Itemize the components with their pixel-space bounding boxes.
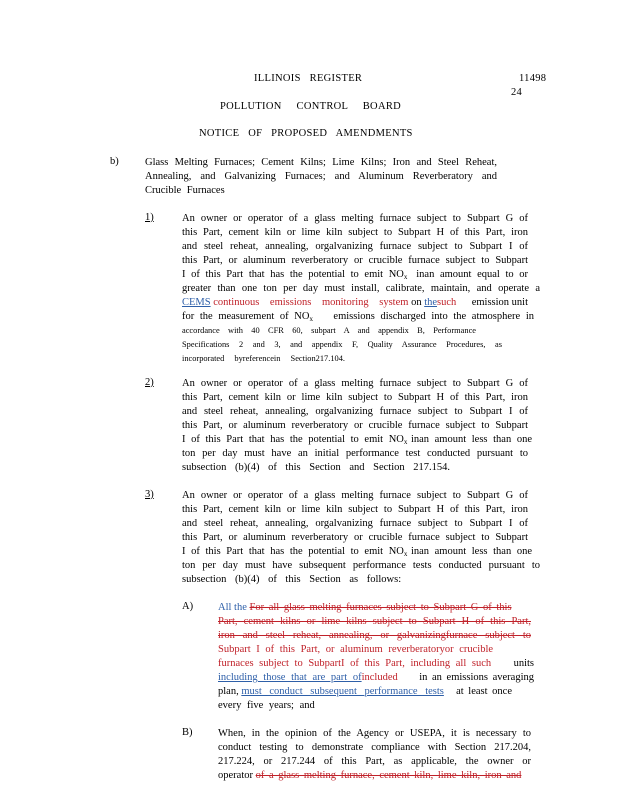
page-number-sub: 24 [511, 87, 523, 98]
sub-b-line: 217.224, or 217.244 of this Part, as applicable, the owner or [218, 756, 531, 767]
inserted-text: including those that are part of [218, 672, 362, 683]
sub-a-label: A) [182, 601, 194, 612]
deleted-text: Part, cement kilns or lime kilns subject to Subpart H of this Part, [218, 616, 531, 627]
operator-text: operator [218, 770, 253, 781]
deleted-text: furnaces subject to SubpartI of this Part, including all such [218, 658, 492, 669]
item-2-label: 2) [145, 377, 154, 388]
inserted-text: must conduct subsequent performance tests [241, 686, 444, 697]
item-3-line: and steel reheat, annealing, orgalvanizing furnace subject to Subpart I of [182, 518, 528, 529]
item-3-line: An owner or operator of a glass melting furnace subject to Subpart G of [182, 490, 528, 501]
item-1-line: An owner or operator of a glass melting furnace subject to Subpart G of [182, 213, 528, 224]
once-text: at least once [456, 686, 512, 697]
sub-a-line-8: every five years; and [218, 700, 315, 711]
item-1-line-7 [182, 296, 528, 309]
item-1-line: greater than one ton per day must install, calibrate, maintain, and operate a [182, 283, 540, 294]
section-b-line: Glass Melting Furnaces; Cement Kilns; Lime Kilns; Iron and Steel Reheat, [145, 157, 497, 168]
sub-b-line: conduct testing to demonstrate compliance with Section 217.204, [218, 742, 531, 753]
averaging-text: in an emissions averaging [419, 672, 534, 683]
item-3-nox-text: I of this Part that has the potential to emit NO [182, 546, 404, 557]
item-1-small-line: incorporated byreferencein Section217.104. [182, 354, 345, 363]
deleted-text: For all glass melting furnaces subject to Subpart G of this [249, 602, 512, 613]
item-3-line: subsection (b)(4) of this Section as follows: [182, 574, 402, 585]
item-1-line: this Part, or aluminum reverberatory or crucible furnace subject to Subpart [182, 255, 528, 266]
plan-text: plan, [218, 686, 239, 697]
item-1-small-line: Specifications 2 and 3, and appendix F, Quality Assurance Procedures, as [182, 340, 502, 349]
discharged-text: emissions discharged into the atmosphere in [333, 311, 534, 322]
item-3-line: this Part, cement kiln or lime kiln subject to Subpart H of this Part, iron [182, 504, 528, 515]
units-text: units [513, 658, 534, 669]
item-1-line: and steel reheat, annealing, orgalvanizing furnace subject to Subpart I of [182, 241, 528, 252]
item-1-amount-text: inan amount equal to or [416, 269, 528, 280]
item-2-nox-text: I of this Part that has the potential to emit NO [182, 434, 404, 445]
nox-subscript: x [403, 438, 408, 446]
deleted-such: such [437, 297, 457, 308]
cems-expansion: continuous emissions monitoring system [213, 297, 409, 308]
sub-a-line-1 [218, 601, 531, 614]
nox-subscript: x [309, 315, 313, 323]
item-2-line: this Part, or aluminum reverberatory or crucible furnace subject to Subpart [182, 420, 528, 431]
sub-a-line-5 [218, 657, 534, 670]
section-b-line: Annealing, and Galvanizing Furnaces; and Aluminum Reverberatory and [145, 171, 497, 182]
item-1-label: 1) [145, 212, 154, 223]
word-on: on [411, 297, 422, 308]
item-1-small-line: accordance with 40 CFR 60, subpart A and appendix B, Performance [182, 326, 476, 335]
sub-a-line-7 [218, 685, 512, 698]
item-2-line: and steel reheat, annealing, orgalvanizing furnace subject to Subpart I of [182, 406, 528, 417]
item-1-nox-text: I of this Part that has the potential to emit NO [182, 269, 404, 280]
sub-b-line-4 [218, 769, 540, 782]
register-title: ILLINOIS REGISTER [254, 73, 363, 84]
section-b-label: b) [110, 156, 119, 167]
nox-subscript: x [403, 550, 408, 558]
item-1-line: this Part, cement kiln or lime kiln subject to Subpart H of this Part, iron [182, 227, 528, 238]
section-b-line: Crucible Furnaces [145, 185, 225, 196]
item-2-amount-text: inan amount less than one [410, 434, 532, 445]
board-title: POLLUTION CONTROL BOARD [220, 101, 402, 112]
deleted-text: Subpart I of this Part, or aluminum reverberatoryor crucible [218, 644, 494, 655]
inserted-the: the [424, 297, 438, 308]
item-2-line: ton per day must have an initial performance test conducted pursuant to [182, 448, 528, 459]
notice-title: NOTICE OF PROPOSED AMENDMENTS [199, 128, 413, 139]
item-2-line: this Part, cement kiln or lime kiln subject to Subpart H of this Part, iron [182, 392, 528, 403]
measurement-text: for the measurement of NO [182, 311, 310, 322]
deleted-text: iron and steel reheat, annealing, or galvanizingfurnace subject to [218, 630, 531, 641]
item-2-line: subsection (b)(4) of this Section and Section 217.154. [182, 462, 451, 473]
cems-inserted: CEMS [182, 297, 211, 308]
item-3-line: ton per day must have subsequent performance tests conducted pursuant to [182, 560, 540, 571]
inserted-all-the: All the [218, 602, 247, 613]
page-number: 11498 [519, 73, 547, 84]
item-3-amount-text: inan amount less than one [410, 546, 532, 557]
item-3-line: this Part, or aluminum reverberatory or crucible furnace subject to Subpart [182, 532, 528, 543]
sub-a-line-6 [218, 671, 534, 684]
deleted-included: included [361, 672, 398, 683]
deleted-text: of a glass melting furnace, cement kiln, lime kiln, iron and [255, 770, 522, 781]
sub-b-line: When, in the opinion of the Agency or USEPA, it is necessary to [218, 728, 531, 739]
item-3-label: 3) [145, 489, 154, 500]
nox-subscript: x [403, 273, 408, 281]
emission-unit-text: emission unit [471, 297, 528, 308]
sub-b-label: B) [182, 727, 193, 738]
item-2-line: An owner or operator of a glass melting furnace subject to Subpart G of [182, 378, 528, 389]
